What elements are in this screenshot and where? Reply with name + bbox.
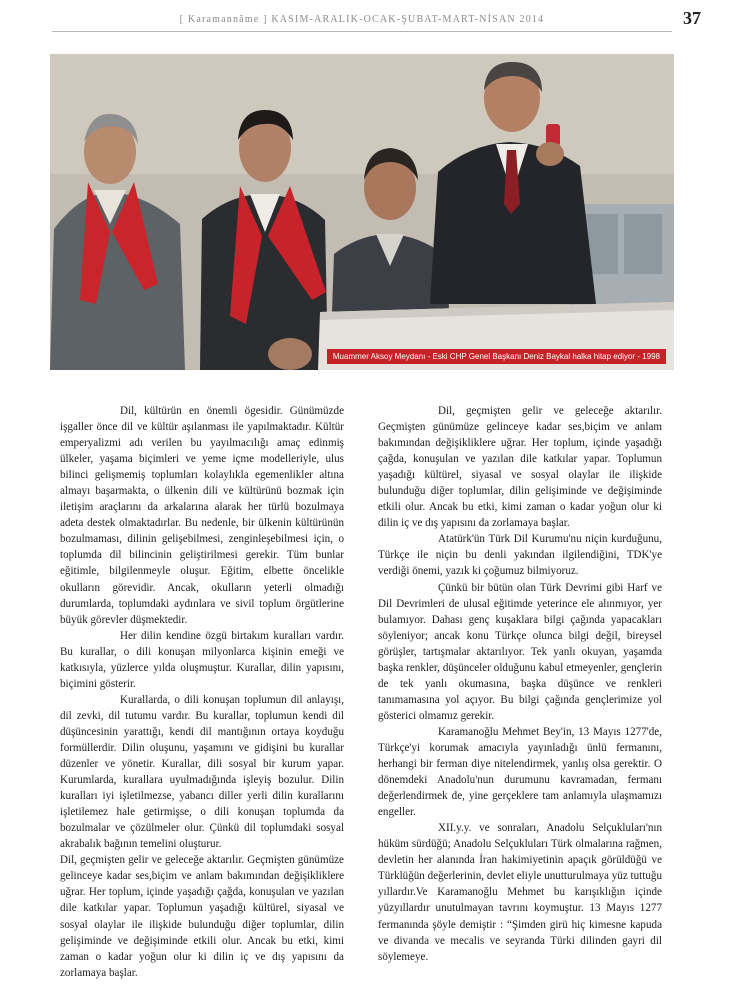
paragraph: Kurallarda, o dili konuşan toplumun dil anlayışı, dil zevki, dil tutumu vardır. Bu kurallar, toplumun kendi dil düşüncesinin yarattığı, kendi dil mantığının ortaya koyduğu formüllerdir. Dilin oluşunu, yaşamını ve gidişini bu kurallar düzenler ve yönetir. Kurallar, dili sosyal bir kurum yapar. Kurumlarda, kurallara uyulmadığında işleyiş bozulur. Dilin kuralları iyi işletilmezse, yabancı diller yerli dilin kurallarını işletilemez hale getirmişse, o dili konuşan toplumda da bozulmalar ve çözülmeler olur. Çünkü dil toplumdaki sosyal akrabalık bağının temelini oluşturur. [60, 693, 344, 851]
photo-caption: Muammer Aksoy Meydanı - Eski CHP Genel Başkanı Deniz Baykal halka hitap ediyor - 1998 [327, 349, 666, 364]
paragraph: Karamanoğlu Mehmet Bey'in, 13 Mayıs 1277'de, Türkçe'yi korumak amacıyla yayınladığı ünlü fermanını, herhangi bir ferman diye nitelendirmek, yanlış olsa gerektir. O dönemdeki Anadolu'nun durumunu kavramadan, fermanı değerlendirmek de, yine gerçeklere tam anlamıyla ulaşmamızı engeller. [378, 725, 662, 819]
article-left-column [60, 403, 344, 981]
header-rule [52, 31, 672, 32]
paragraph: Her dilin kendine özgü birtakım kuralları vardır. Bu kurallar, o dili konuşan milyonlarca kişinin emeği ve katkısıyla, yüzlerce yılda oluşmuştur. Kurallar, dilin yapısını, biçimini gösterir. [60, 629, 344, 690]
paragraph: XII.y.y. ve sonraları, Anadolu Selçukluları'nın hüküm sürdüğü; Anadolu Selçukluları Türk olmalarına rağmen, devletin her alanında İran hakimiyetinin apaçık görüldüğü ve Türklüğün değerlerinin, devlet eliyle unutturulmaya yüz tuttuğu yıllardır.Ve Karamanoğlu Mehmet bu karışıklığın içinde yüzyıllardır unutulmayan tavrını koymuştur. 13 Mayıs 1277 fermanında şöyle demiştir : “Şimden girü hiç kimesne kapuda ve divanda ve mecalis ve seyranda Türki dilinden gayri dil söylemeye. [378, 822, 662, 963]
rally-photo-illustration [50, 54, 674, 370]
paragraph: Dil, geçmişten gelir ve geleceğe aktarılır. Geçmişten günümüze gelinceye kadar ses,biçim ve anlam bakımından değişikliklere uğrar. Her toplum, içinde yaşadığı çağda, konuşulan ve yazılan dile katkılar yapar. Toplumun yaşadığı kültürel, siyasal ve sosyal olaylar ile ilişkide bulunduğu diğer toplumlar, dilin gelişiminde ve değişiminde etkili olur. Ancak bu etki, kimi zaman o kadar yoğun olur ki dilin iç ve dış yapısını da zorlamaya başlar. [60, 854, 344, 979]
page-number: 37 [683, 8, 701, 28]
running-header [52, 12, 672, 28]
running-title: [ Karamannâme ] KASIM-ARALIK-OCAK-ŞUBAT-MART-NİSAN 2014 [179, 14, 545, 25]
paragraph: Dil, kültürün en önemli ögesidir. Günümüzde işgaller önce dil ve kültür aşılanması ile yapılmaktadır. Kültür emperyalizmi adı verilen bu yayılmacılığı amaç edinmiş ülkeler, yaşama biçimleri ve yeme içme modelleriyle, ulus bilinci gelişmemiş toplumları kolaylıkla egemenlikler altına almayı başarmakta, o ülkenin dili ve kültürünü bozmak için iletişim araçlarını da arkalarına alarak her türlü bozulmaya adeta destek olmaktadırlar. Bu nedenle, bir ülkenin kültürünün bozulmaması, dilinin gelişebilmesi, zenginleşebilmesi için, o toplumda dil bilincinin geliştirilmesi gerekir. Tüm bunlar eğitimle, bilgilenmeyle oluşur. Eğitim, elbette öncelikle okulların görevidir. Ancak, okulların yeterli olmadığı durumlarda, toplumdaki aydınlara ve sivil toplum örgütlerine büyük görevler düşmektedir. [60, 405, 344, 626]
paragraph: Dil, geçmişten gelir ve geleceğe aktarılır. Geçmişten günümüze gelinceye kadar ses,biçim ve anlam bakımından değişikliklere uğrar. Her toplum, içinde yaşadığı çağda, konuşulan ve yazılan dile katkılar yapar. Toplumun yaşadığı kültürel, siyasal ve sosyal olaylar ile ilişkide bulunduğu diğer toplumlar, dilin gelişiminde ve değişiminde etkili olur. Ancak bu etki, kimi zaman o kadar yoğun olur ki dilin iç ve dış yapısını da zorlamaya başlar. [378, 405, 662, 530]
paragraph: Çünkü bir bütün olan Türk Devrimi gibi Harf ve Dil Devrimleri de ulusal eğitimde yeterince ele alınmıyor, yer bulamıyor. Dahası genç kuşaklara bilgi çağında yapacakları söyleniyor; ancak konu Türkçe olunca bilgi değil, bireysel görüşler, tartışmalar aktarılıyor. Tek yanlı okuyan, yaşamda başka renkler, düşünceler olduğunu kabul etmeyenler, gençlerin de tek yanlı okumasına, başka düşünce ve renkleri tanımamasına yol açıyor. Bu bilgi çağında gençlerimize yol gösterici olmamız gerekir. [378, 581, 662, 722]
article-right-column [378, 403, 662, 965]
paragraph: Atatürk'ün Türk Dil Kurumu'nu niçin kurduğunu, Türkçe ile niçin bu denli yakından ilgilendiğini, TDK'ye verdiği önemi, yazık ki çoğumuz bilmiyoruz. [378, 533, 662, 578]
rally-photo [50, 54, 674, 370]
